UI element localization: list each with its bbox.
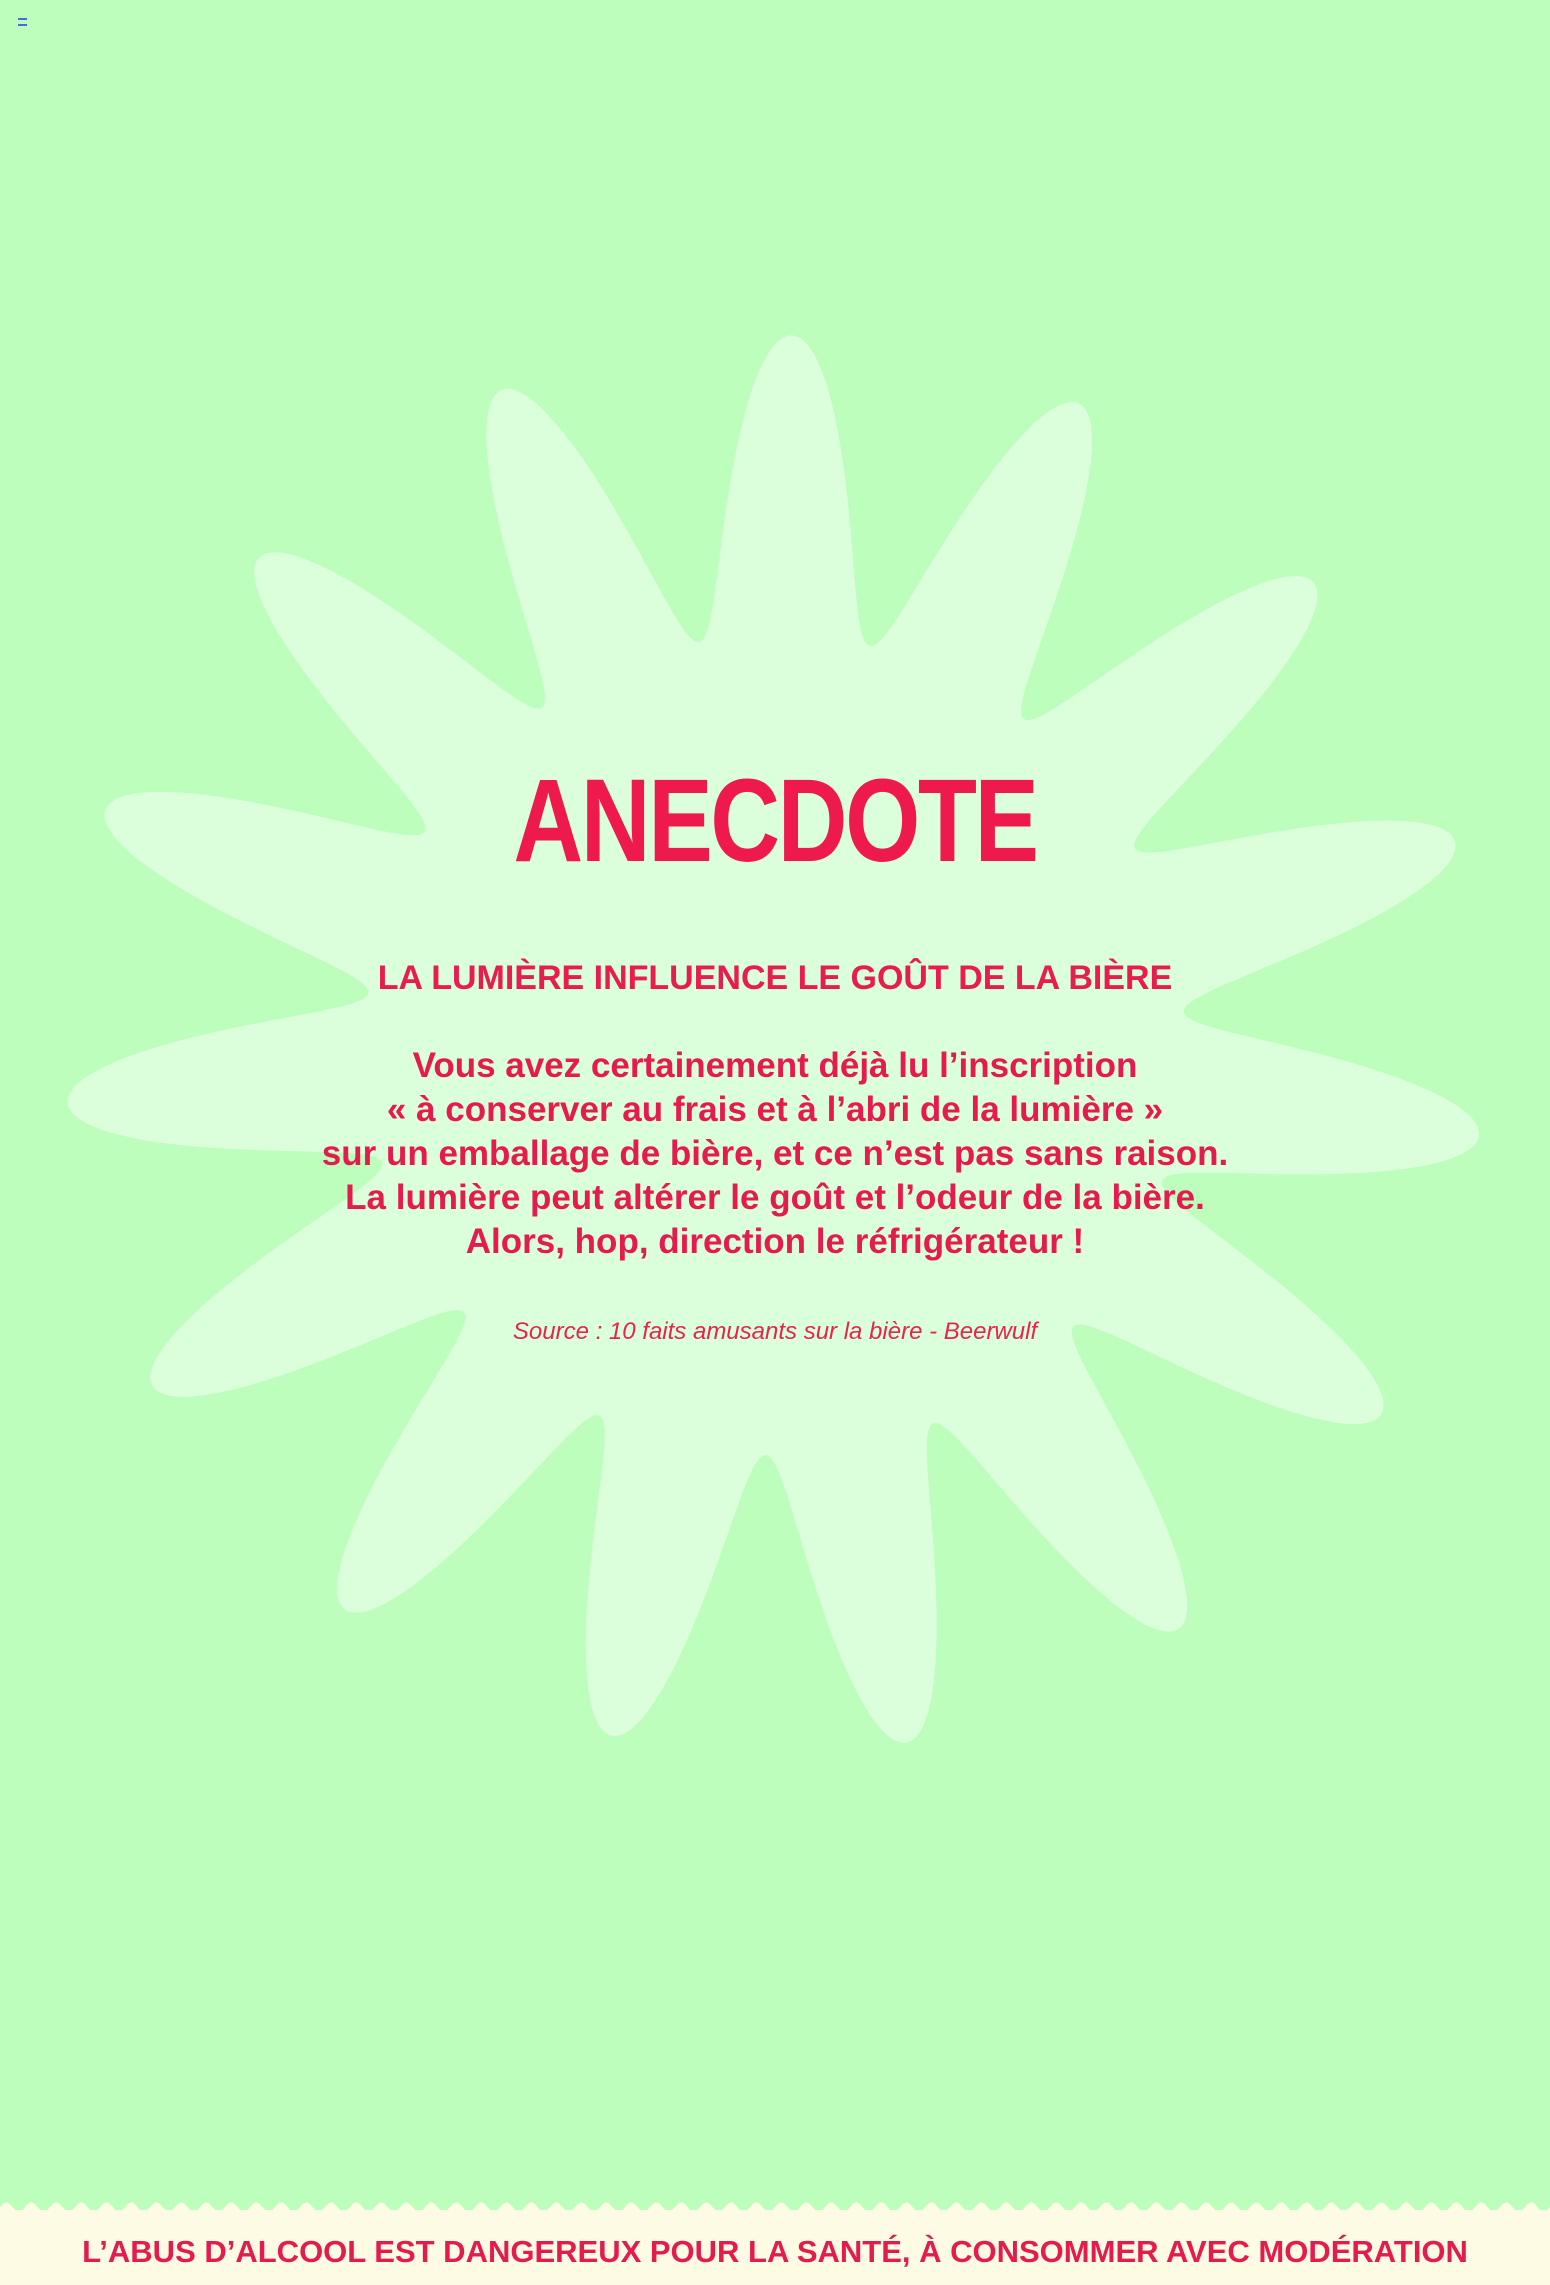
anecdote-body-line: « à conserver au frais et à l’abri de la lumière » xyxy=(386,1090,1164,1129)
anecdote-title: ANECDOTE xyxy=(513,755,1037,887)
anecdote-source: Source : 10 faits amusants sur la bière - Beerwulf xyxy=(512,1318,1038,1345)
anecdote-body-line: sur un emballage de bière, et ce n’est pas sans raison. xyxy=(321,1134,1229,1173)
anecdote-body xyxy=(0,1044,1550,1264)
anecdote-body-line: Vous avez certainement déjà lu l’inscription xyxy=(412,1046,1138,1085)
health-warning: L’ABUS D’ALCOOL EST DANGEREUX POUR LA SANTÉ, À CONSOMMER AVEC MODÉRATION xyxy=(82,2234,1468,2269)
anecdote-body-line: La lumière peut altérer le goût et l’odeur de la bière. xyxy=(345,1178,1205,1217)
anecdote-subtitle: LA LUMIÈRE INFLUENCE LE GOÛT DE LA BIÈRE xyxy=(377,959,1173,997)
anecdote-body-line: Alors, hop, direction le réfrigérateur ! xyxy=(465,1222,1085,1261)
